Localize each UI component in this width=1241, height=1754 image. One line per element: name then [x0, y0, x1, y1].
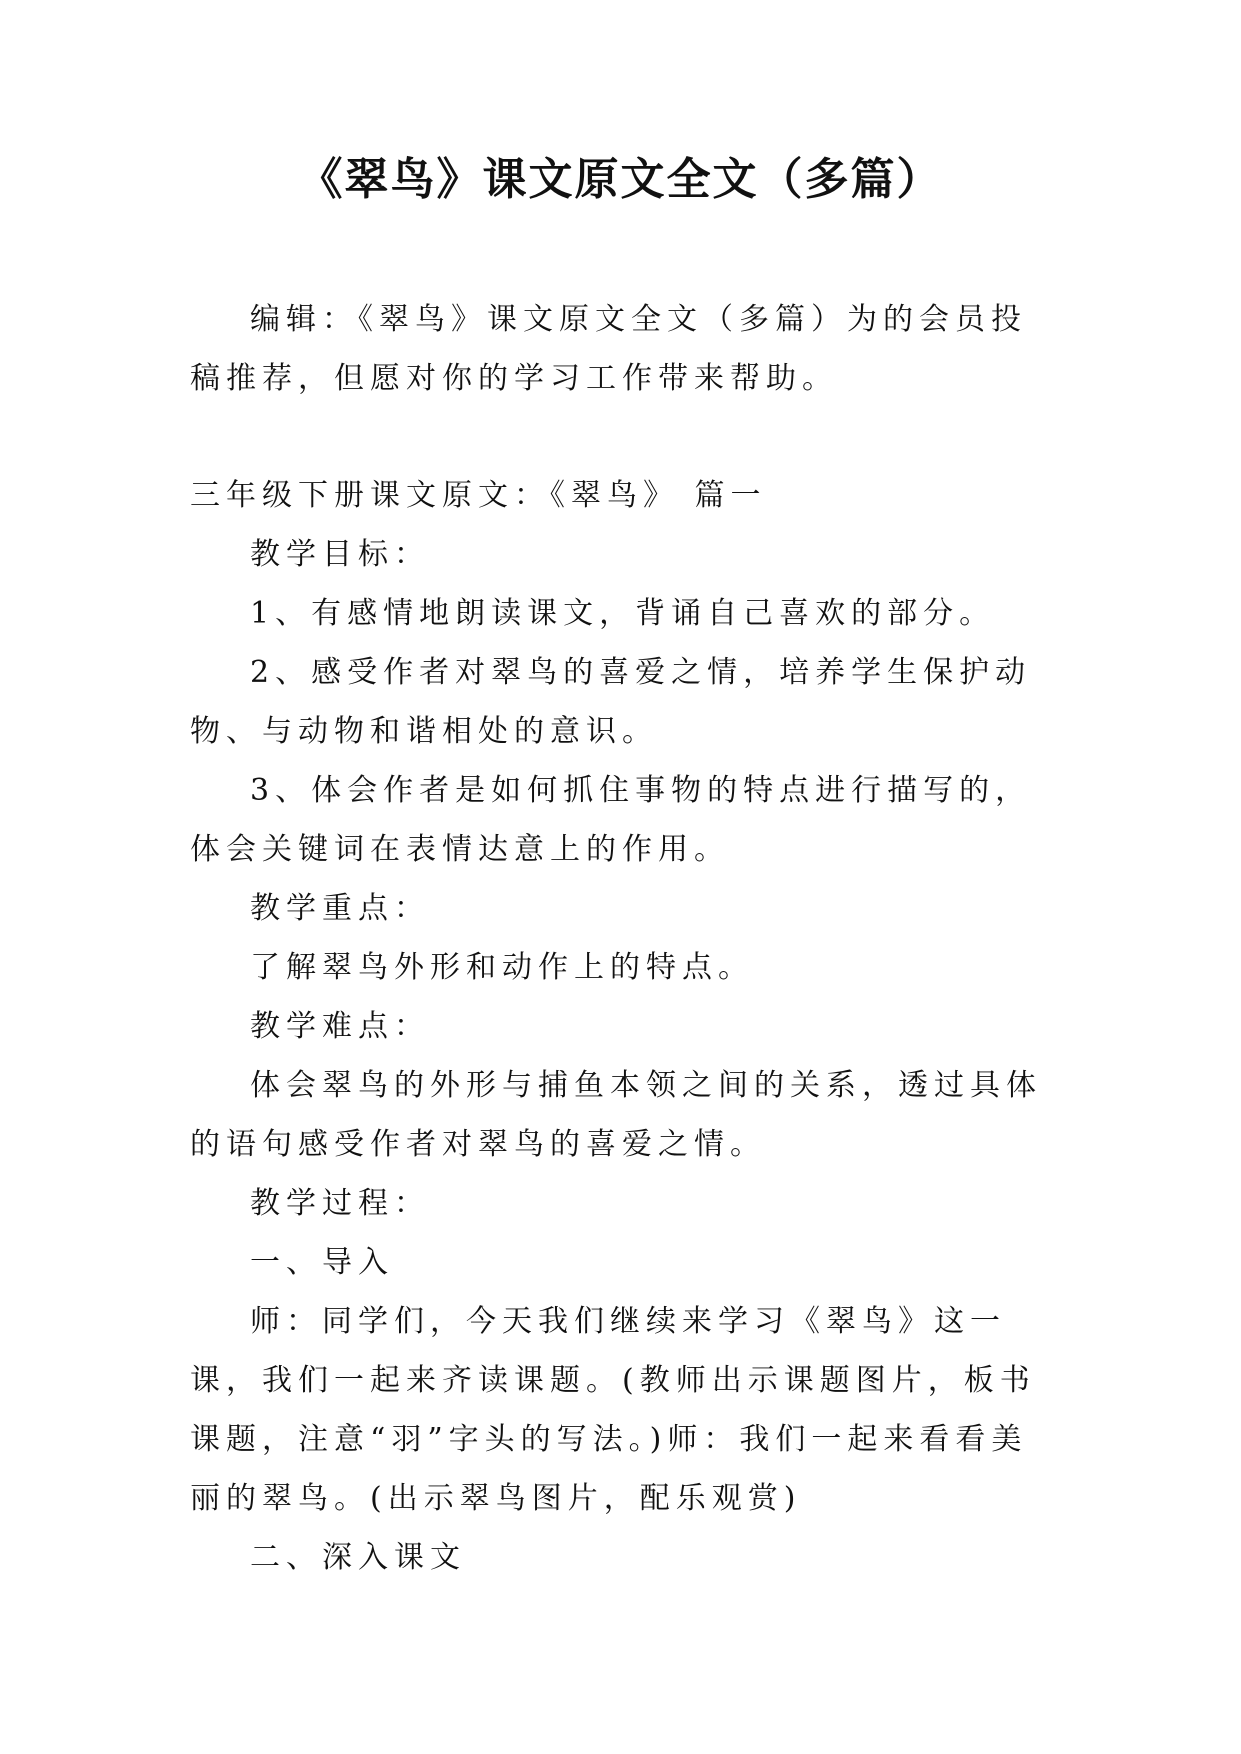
- document-title: 《翠鸟》课文原文全文（多篇）: [298, 154, 943, 205]
- paragraph: 教学过程：: [250, 1186, 430, 1221]
- document-body: [190, 290, 1050, 1587]
- paragraph: 1、有感情地朗读课文，背诵自己喜欢的部分。: [250, 596, 996, 631]
- paragraph: 教学难点：: [250, 1009, 430, 1044]
- paragraph: 教学目标：: [250, 537, 430, 572]
- section-heading: 三年级下册课文原文：《翠鸟》 篇一: [190, 478, 767, 513]
- intro-paragraph: 编辑：《翠鸟》课文原文全文（多篇）为的会员投稿推荐，但愿对你的学习工作带来帮助。: [190, 302, 1027, 396]
- paragraph: 了解翠鸟外形和动作上的特点。: [250, 950, 754, 985]
- paragraph: 二、深入课文: [250, 1540, 466, 1575]
- paragraph: 体会翠鸟的外形与捕鱼本领之间的关系，透过具体的语句感受作者对翠鸟的喜爱之情。: [190, 1068, 1042, 1162]
- paragraph: 一、导入: [250, 1245, 394, 1280]
- paragraph-spacer: [190, 408, 1050, 466]
- paragraph: 2、感受作者对翠鸟的喜爱之情，培养学生保护动物、与动物和谐相处的意识。: [190, 655, 1032, 749]
- paragraph: 3、体会作者是如何抓住事物的特点进行描写的，体会关键词在表情达意上的作用。: [190, 773, 1032, 867]
- paragraph: 教学重点：: [250, 891, 430, 926]
- paragraph: 师：同学们，今天我们继续来学习《翠鸟》这一课，我们一起来齐读课题。(教师出示课题图片，板书课题，注意“羽”字头的写法。)师：我们一起来看看美丽的翠鸟。(出示翠鸟图片，配乐观赏): [190, 1304, 1036, 1516]
